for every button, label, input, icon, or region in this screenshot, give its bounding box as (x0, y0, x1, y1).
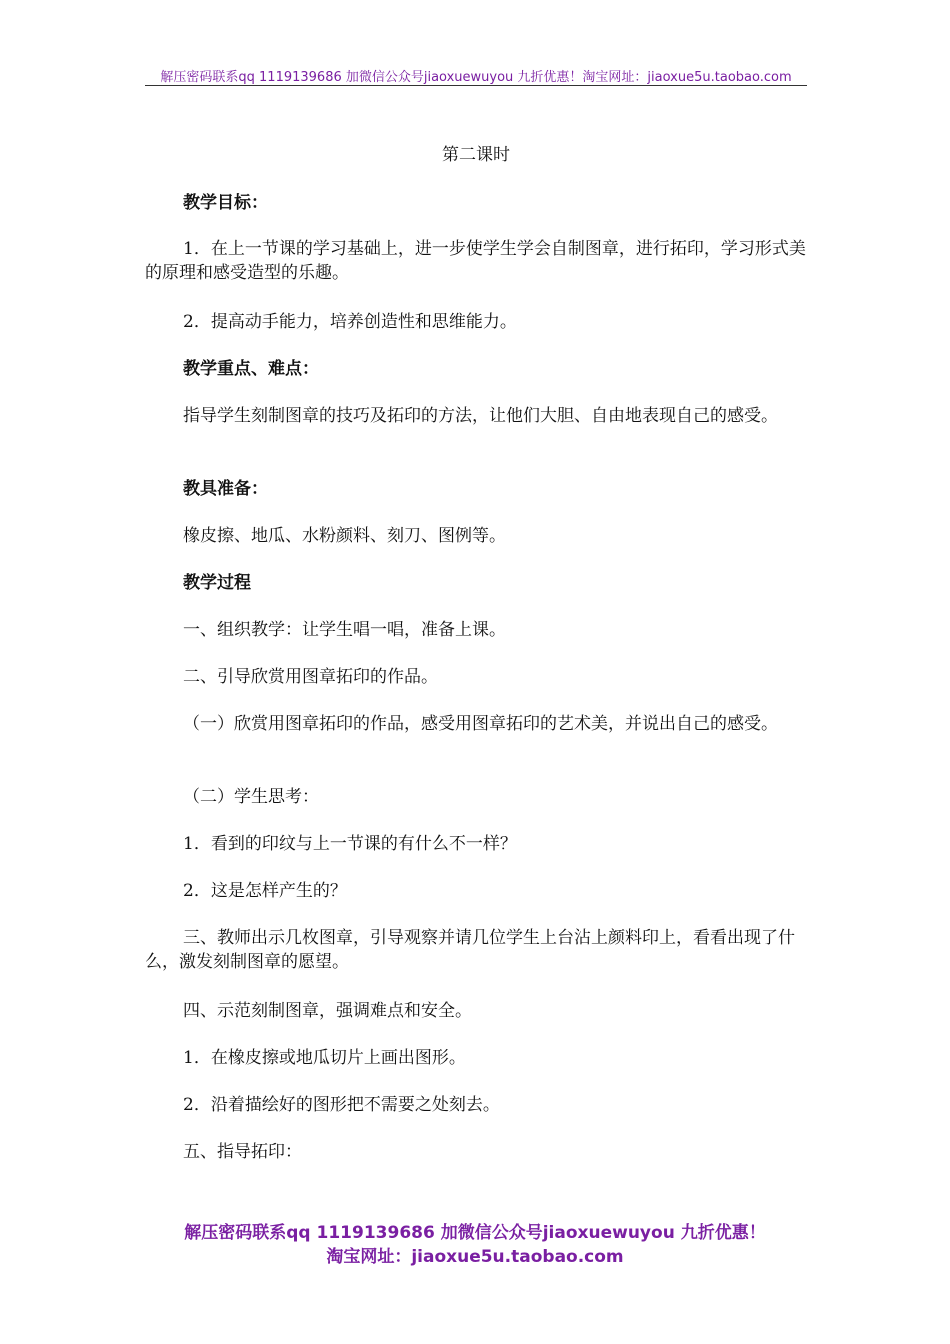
key-points-text: 指导学生刻制图章的技巧及拓印的方法，让他们大胆、自由地表现自己的感受。 (183, 406, 778, 426)
materials-text: 橡皮擦、地瓜、水粉颜料、刻刀、图例等。 (183, 526, 506, 546)
lesson-title: 第二课时 (442, 145, 510, 165)
objective-2: 2．提高动手能力，培养创造性和思维能力。 (183, 312, 517, 332)
objectives-heading: 教学目标： (183, 193, 268, 213)
step-1: 一、组织教学：让学生唱一唱，准备上课。 (183, 620, 506, 640)
key-points-heading: 教学重点、难点： (183, 359, 319, 379)
footer-watermark-line-2: 淘宝网址：jiaoxue5u.taobao.com (326, 1247, 624, 1267)
header-divider (145, 85, 807, 86)
step-4-2: 2．沿着描绘好的图形把不需要之处刻去。 (183, 1095, 500, 1115)
footer-watermark-line-1: 解压密码联系qq 1119139686 加微信公众号jiaoxuewuyou 九折优惠！ (184, 1223, 766, 1243)
step-4-1: 1．在橡皮擦或地瓜切片上画出图形。 (183, 1048, 466, 1068)
step-4: 四、示范刻制图章，强调难点和安全。 (183, 1001, 472, 1021)
step-2-b-question-1: 1．看到的印纹与上一节课的有什么不一样？ (183, 834, 517, 854)
materials-heading: 教具准备： (183, 479, 268, 499)
step-5: 五、指导拓印： (183, 1142, 302, 1162)
process-heading: 教学过程 (183, 573, 251, 593)
objective-1: 1．在上一节课的学习基础上，进一步使学生学会自制图章，进行拓印，学习形式美的原理和感受造型的乐趣。 (145, 239, 806, 283)
step-2-b: （二）学生思考： (183, 787, 319, 807)
step-3: 三、教师出示几枚图章，引导观察并请几位学生上台沾上颜料印上，看看出现了什么，激发刻制图章的愿望。 (145, 928, 795, 972)
step-2-a: （一）欣赏用图章拓印的作品，感受用图章拓印的艺术美，并说出自己的感受。 (183, 714, 778, 734)
step-2: 二、引导欣赏用图章拓印的作品。 (183, 667, 438, 687)
page-header-watermark: 解压密码联系qq 1119139686 加微信公众号jiaoxuewuyou 九折优惠！淘宝网址：jiaoxue5u.taobao.com (160, 70, 792, 85)
step-2-b-question-2: 2．这是怎样产生的？ (183, 881, 347, 901)
